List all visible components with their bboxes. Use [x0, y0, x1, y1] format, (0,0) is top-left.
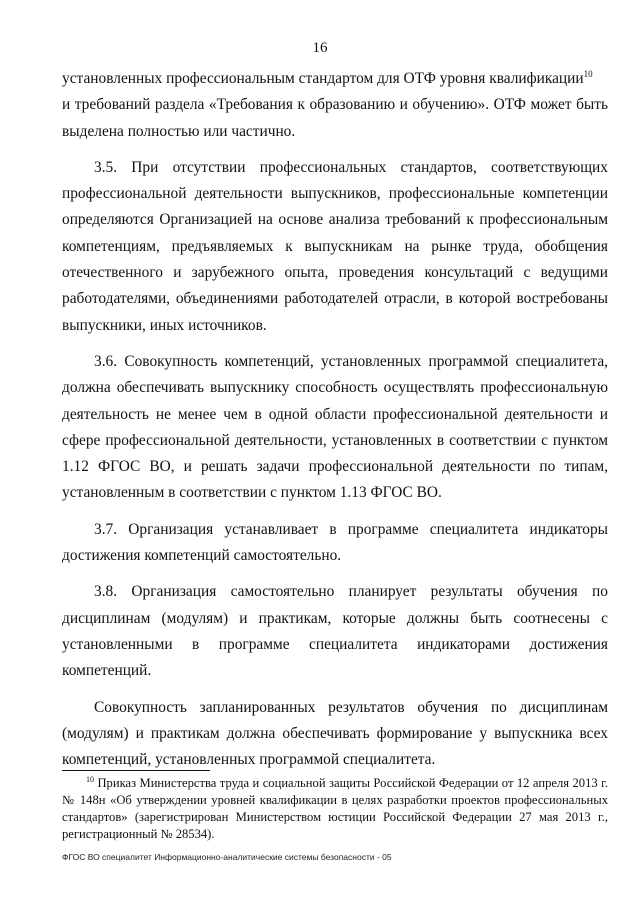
paragraph-learning-outcomes: Совокупность запланированных результатов обучения по дисциплинам (модулям) и практикам должна обеспечивать формирование у выпускника всех компетенций, установленных программой специалитета. — [62, 698, 608, 769]
footnote-separator — [62, 770, 210, 771]
paragraph-3-7: 3.7. Организация устанавливает в программе специалитета индикаторы достижения компетенций самостоятельно. — [62, 520, 608, 565]
paragraph-3-5: 3.5. При отсутствии профессиональных стандартов, соответствующих профессиональной деятельности выпускников, профессиональные компетенции определяются Организацией на основе анализа требований к профессиональным компетенциям, предъявляемых к выпускникам на рынке труда, обобщения отечественного и зарубежного опыта, проведения консультаций с ведущими работодателями, объединениями работодателей отрасли, в которой востребованы выпускники, иных источников. — [62, 158, 608, 334]
footnote — [62, 775, 608, 843]
footnote-text: Приказ Министерства труда и социальной защиты Российской Федерации от 12 апреля 2013 г. № 148н «Об утверждении уровней квалификации в целях разработки проектов профессиональных стандартов» (зарегистрирован Министерством юстиции Российской Федерации 27 мая 2013 г., регистрационный № 28534). — [62, 776, 608, 841]
body-text — [62, 66, 608, 783]
footnote-paragraph — [62, 775, 608, 843]
paragraph-text: установленных профессиональным стандартом для ОТФ уровня квалификации — [62, 70, 584, 87]
paragraph-text-after: и требований раздела «Требования к образованию и обучению». ОТФ может быть выделена полностью или частично. — [62, 96, 608, 140]
document-footer: ФГОС ВО специалитет Информационно-аналитические системы безопасности - 05 — [62, 852, 392, 862]
paragraph-3-8: 3.8. Организация самостоятельно планирует результаты обучения по дисциплинам (модулям) и практикам, которые должны быть соотнесены с установленными в программе специалитета индикаторами достижения компетенций. — [62, 583, 608, 680]
page-number: 16 — [312, 40, 328, 56]
paragraph-3-6: 3.6. Совокупность компетенций, установленных программой специалитета, должна обеспечивать выпускнику способность осуществлять профессиональную деятельность не менее чем в одной области профессиональной деятельности и сфере профессиональной деятельности, установленных в соответствии с пунктом 1.12 ФГОС ВО, и решать задачи профессиональной деятельности по типам, установленным в соответствии с пунктом 1.13 ФГОС ВО. — [62, 352, 608, 502]
footnote-reference[interactable]: 10 — [583, 69, 593, 79]
paragraph-continuation — [62, 66, 608, 145]
footnote-marker: 10 — [86, 775, 94, 784]
